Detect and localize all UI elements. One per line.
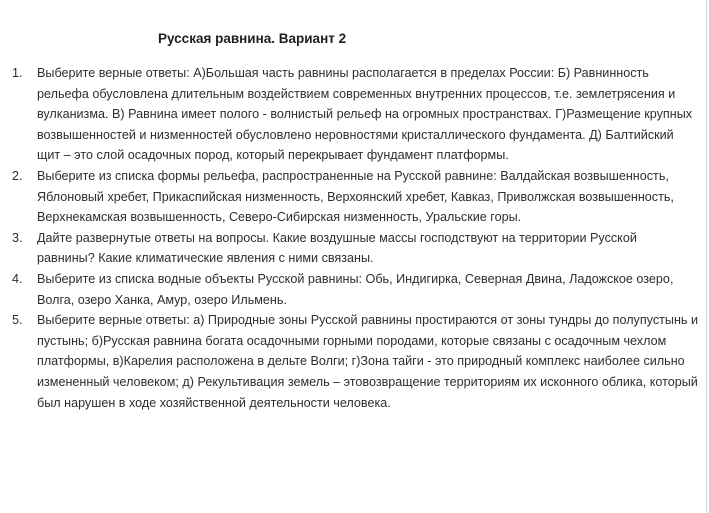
question-number: 1. xyxy=(12,66,23,80)
question-item-4 xyxy=(12,269,698,310)
question-text: Выберите верные ответы: А)Большая часть равнины располагается в пределах России: Б) Равнинность рельефа обусловлена длительным воздействием современных внутренних процессов, т.е. землетрясения и вулканизма. В) Равнина имеет полого - волнистый рельеф на огромных пространствах. Г)Размещение крупных возвышенностей и низменностей обусловлено неровностями кристаллического фундамента. Д) Балтийский щит – это слой осадочных пород, который перекрывает фундамент платформы. xyxy=(37,66,693,163)
question-number: 5. xyxy=(12,313,23,328)
question-number: 3. xyxy=(12,230,23,245)
question-list xyxy=(12,63,698,413)
question-number: 4. xyxy=(12,271,23,286)
page-title: Русская равнина. Вариант 2 xyxy=(158,31,347,46)
question-text: Дайте развернутые ответы на вопросы. Какие воздушные массы господствуют на территории Русской равнины? Какие климатические явления с ними связаны. xyxy=(37,230,637,266)
question-item-5 xyxy=(12,310,698,413)
question-item-2 xyxy=(12,166,698,228)
question-text: Выберите из списка формы рельефа, распространенные на Русской равнине: Валдайская возвышенность, Яблоновый хребет, Прикаспийская низменность, Верхоянский хребет, Кавказ, Приволжская возвышенность, Верхнекамская возвышенность, Северо-Сибирская низменность, Уральские горы. xyxy=(37,168,674,225)
question-item-3 xyxy=(12,228,698,269)
question-item-1 xyxy=(12,63,698,166)
question-text: Выберите верные ответы: а) Природные зоны Русской равнины простираются от зоны тундры до полупустынь и пустынь; б)Русская равнина богата осадочными горными породами, которые связаны с осадочным чехлом платформы, в)Карелия расположена в дельте Волги; г)Зона тайги - это природный комплекс наиболее сильно измененный человеком; д) Рекультивация земель – этовозвращение территориям их исконного облика, который был нарушен в ходе хозяйственной деятельности человека. xyxy=(37,313,698,410)
question-text: Выберите из списка водные объекты Русской равнины: Обь, Индигирка, Северная Двина, Ладожское озеро, Волга, озеро Ханка, Амур, озеро Ильмень. xyxy=(37,271,674,307)
question-number: 2. xyxy=(12,168,23,183)
page-edge-divider xyxy=(706,0,707,513)
